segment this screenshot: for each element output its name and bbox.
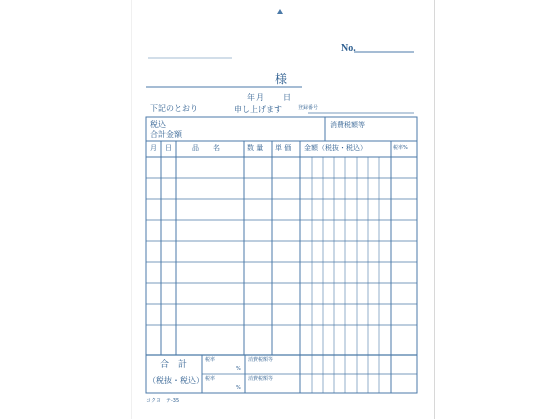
- date-year-label: 年: [247, 93, 255, 102]
- date-day-label: 日: [283, 93, 291, 102]
- footer-percent-2: %: [236, 385, 241, 391]
- footer-tax-basis: （税抜・税込）: [148, 376, 204, 385]
- column-unit-price: 単 価: [275, 144, 292, 152]
- column-tax-rate: 税率%: [393, 145, 408, 151]
- footer-rate-label-1: 税率: [205, 357, 216, 363]
- receipt-form: [131, 0, 435, 419]
- footer-total: 合 計: [160, 360, 188, 370]
- footer-rate-label-2: 税率: [205, 376, 216, 382]
- statement-text-2: 申し上げます: [234, 105, 282, 114]
- column-amount: 金額（税抜・税込）: [304, 144, 367, 152]
- form-grid: [132, 0, 434, 419]
- statement-text: 下記のとおり: [150, 104, 198, 113]
- footer-tax-label-2: 消費税額等: [248, 376, 274, 382]
- product-code: コクヨ テ-35: [146, 398, 180, 404]
- total-label-line1: 税込: [150, 120, 166, 129]
- consumption-tax-label: 消費税額等: [330, 121, 365, 129]
- date-month-label: 月: [256, 93, 264, 102]
- footer-tax-label-1: 消費税額等: [248, 357, 274, 363]
- column-month: 月: [150, 144, 157, 152]
- registration-label: 登録番号: [298, 105, 319, 111]
- footer-percent-1: %: [236, 366, 241, 372]
- column-quantity: 数 量: [247, 144, 264, 152]
- number-label: No.: [341, 43, 356, 54]
- column-item: 品 名: [192, 144, 220, 152]
- column-day: 日: [165, 144, 172, 152]
- total-label-line2: 合計金額: [150, 130, 182, 139]
- honorific: 様: [275, 72, 288, 86]
